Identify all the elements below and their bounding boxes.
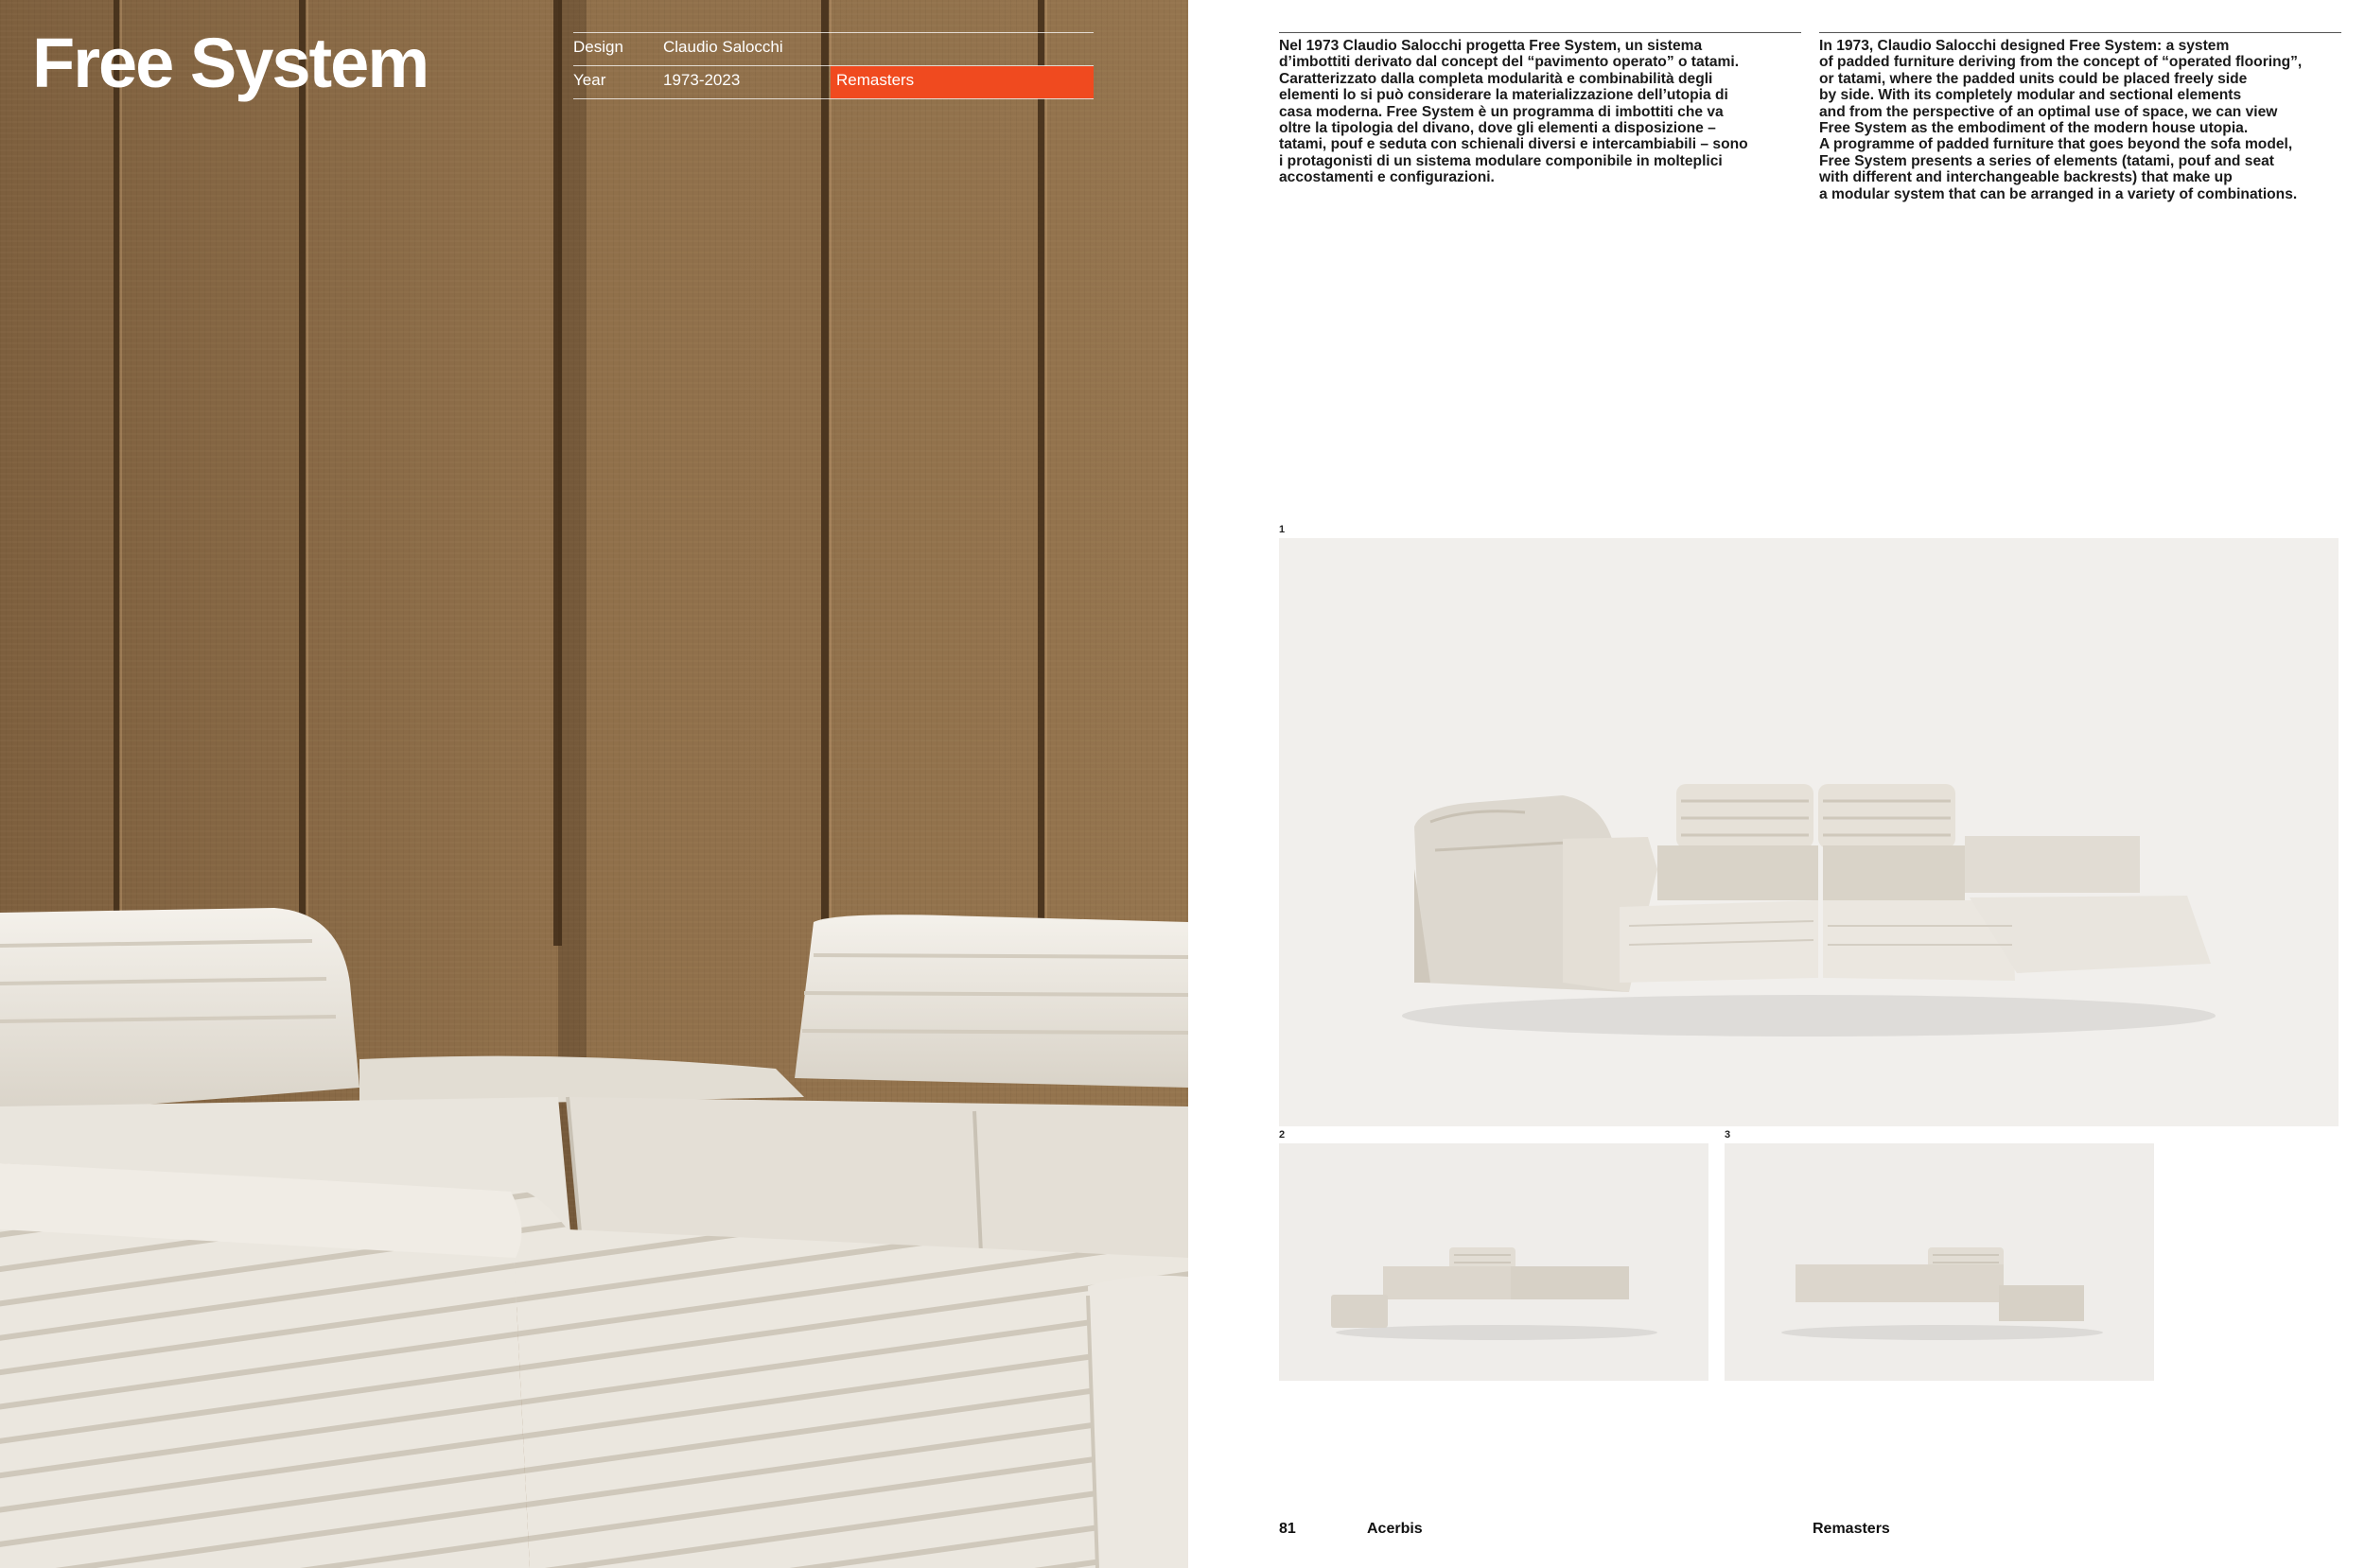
meta-row-year xyxy=(573,65,1094,98)
page-title: Free System xyxy=(32,24,429,102)
figure-2-photo xyxy=(1279,1143,1708,1381)
design-label: Design xyxy=(573,38,623,56)
figure-1-label: 1 xyxy=(1279,524,1286,535)
italian-text: Nel 1973 Claudio Salocchi progetta Free System, un sistema d’imbottiti derivato dal concept del “pavimento operato” o tatami. Caratterizzato dalla completa modularità e combinabilità degli elementi lo si può considerare la materializzazione dell’utopia di casa moderna. Free System è un programma di imbottiti che va oltre la tipologia del divano, dove gli elementi a disposizione – tatami, pouf e seduta con schienali diversi e intercambiabili – sono i protagonisti di un sistema modulare componibile in molteplici accostamenti e configurazioni. xyxy=(1279,32,1801,186)
year-value: 1973-2023 xyxy=(663,71,741,89)
english-text: In 1973, Claudio Salocchi designed Free System: a system of padded furniture deriving from the concept of “operated flooring”, or tatami, where the padded units could be placed freely side by side. With its completely modular and sectional elements and from the perspective of an optimal use of space, we can view Free System as the embodiment of the modern house utopia. A programme of padded furniture that goes beyond the sofa model, Free System presents a series of elements (tatami, pouf and seat with different and interchangeable backrests) that make up a modular system that can be arranged in a variety of combinations. xyxy=(1819,32,2341,202)
year-label: Year xyxy=(573,71,606,89)
meta-divider xyxy=(573,98,1094,99)
meta-row-design xyxy=(573,32,1094,65)
designer-name: Claudio Salocchi xyxy=(663,38,783,56)
collection-tag: Remasters xyxy=(831,66,1094,98)
page-number: 81 xyxy=(1279,1521,1296,1537)
figure-1-photo xyxy=(1279,538,2339,1126)
product-meta xyxy=(573,32,1094,99)
figure-3-label: 3 xyxy=(1725,1129,1731,1141)
figure-2-label: 2 xyxy=(1279,1129,1286,1141)
footer-section: Remasters xyxy=(1813,1521,1890,1537)
figure-3-photo xyxy=(1725,1143,2154,1381)
footer-brand: Acerbis xyxy=(1367,1521,1423,1537)
right-page xyxy=(1188,0,2365,1568)
